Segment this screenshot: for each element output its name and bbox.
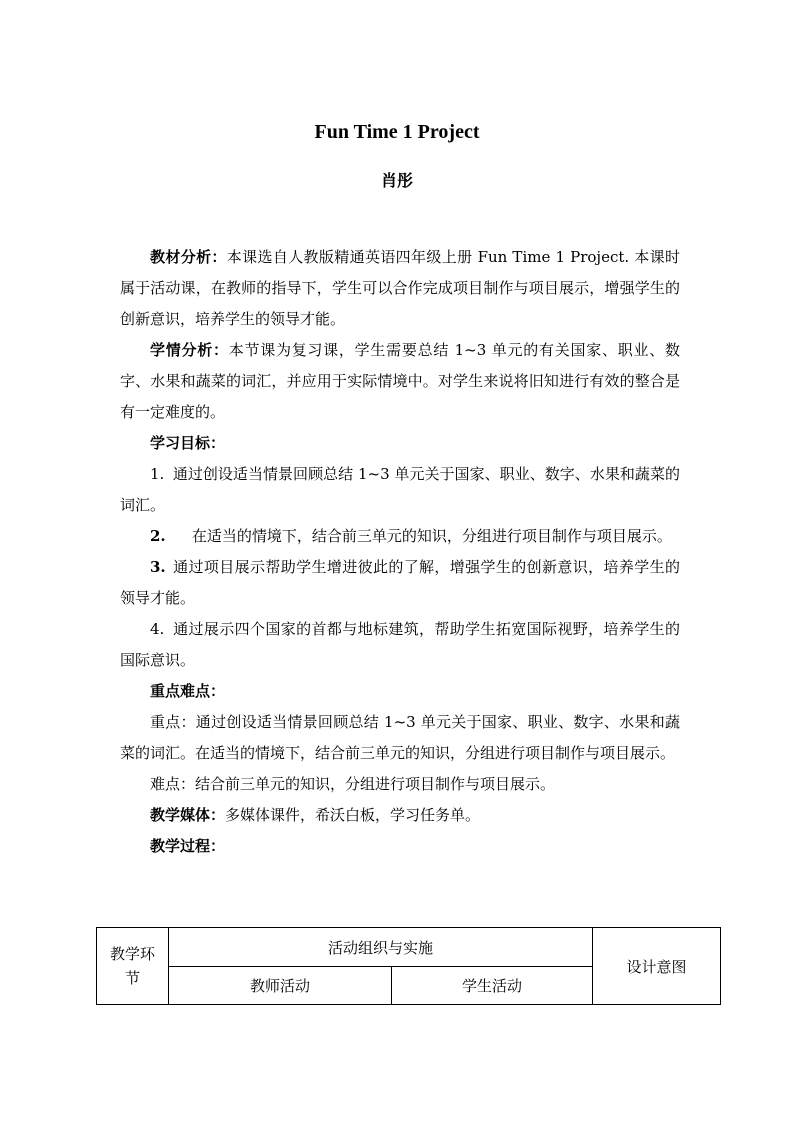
goal-number: 4. — [150, 620, 165, 638]
goal-item — [120, 521, 680, 552]
material-analysis-label: 教材分析： — [150, 248, 227, 266]
learner-analysis-label: 学情分析： — [150, 341, 229, 359]
teaching-media-label: 教学媒体： — [150, 806, 226, 824]
author-name: 肖彤 — [380, 171, 413, 190]
stage-header — [97, 928, 169, 1005]
teaching-media — [120, 800, 680, 831]
key-difficult-heading: 重点难点： — [150, 682, 226, 700]
goal-text: 在适当的情境下，结合前三单元的知识，分组进行项目制作与项目展示。 — [191, 527, 672, 545]
teaching-process-heading: 教学过程： — [150, 837, 226, 855]
difficult-point: 难点：结合前三单元的知识，分组进行项目制作与项目展示。 — [150, 775, 556, 793]
student-activity-header: 学生活动 — [392, 967, 593, 1005]
intent-header: 设计意图 — [593, 928, 721, 1005]
goal-number: 3. — [150, 558, 166, 576]
teacher-activity-header: 教师活动 — [169, 967, 392, 1005]
learning-goals-heading: 学习目标： — [150, 434, 226, 452]
goal-item — [120, 552, 680, 614]
goal-text: 通过创设适当情景回顾总结 1~3 单元关于国家、职业、数字、水果和蔬菜的词汇。 — [120, 465, 680, 514]
teaching-media-text: 多媒体课件，希沃白板，学习任务单。 — [225, 806, 481, 824]
learner-analysis-text: 本节课为复习课，学生需要总结 1~3 单元的有关国家、职业、数字、水果和蔬菜的词汇，并应用于实际情境中。对学生来说将旧知进行有效的整合是有一定难度的。 — [120, 341, 680, 421]
teaching-process-table — [96, 927, 721, 1005]
activity-header: 活动组织与实施 — [169, 928, 593, 967]
goal-text: 通过展示四个国家的首都与地标建筑，帮助学生拓宽国际视野，培养学生的国际意识。 — [120, 620, 680, 669]
material-analysis — [120, 242, 680, 335]
goal-item — [120, 614, 680, 676]
learner-analysis — [120, 335, 680, 428]
goal-number: 1. — [150, 465, 165, 483]
goal-item — [120, 459, 680, 521]
document-body — [120, 242, 680, 862]
goal-text: 通过项目展示帮助学生增进彼此的了解，增强学生的创新意识，培养学生的领导才能。 — [120, 558, 680, 607]
goal-number: 2. — [150, 527, 166, 545]
material-analysis-text: 本课选自人教版精通英语四年级上册 Fun Time 1 Project. 本课时属于活动课，在教师的指导下，学生可以合作完成项目制作与项目展示，增强学生的创新意识，培养学生的领导才能。 — [120, 248, 680, 328]
stage-header-text: 教学环节 — [109, 945, 155, 987]
document-title: Fun Time 1 Project — [314, 121, 480, 143]
key-point: 重点：通过创设适当情景回顾总结 1~3 单元关于国家、职业、数字、水果和蔬菜的词汇。在适当的情境下，结合前三单元的知识，分组进行项目制作与项目展示。 — [120, 713, 680, 762]
